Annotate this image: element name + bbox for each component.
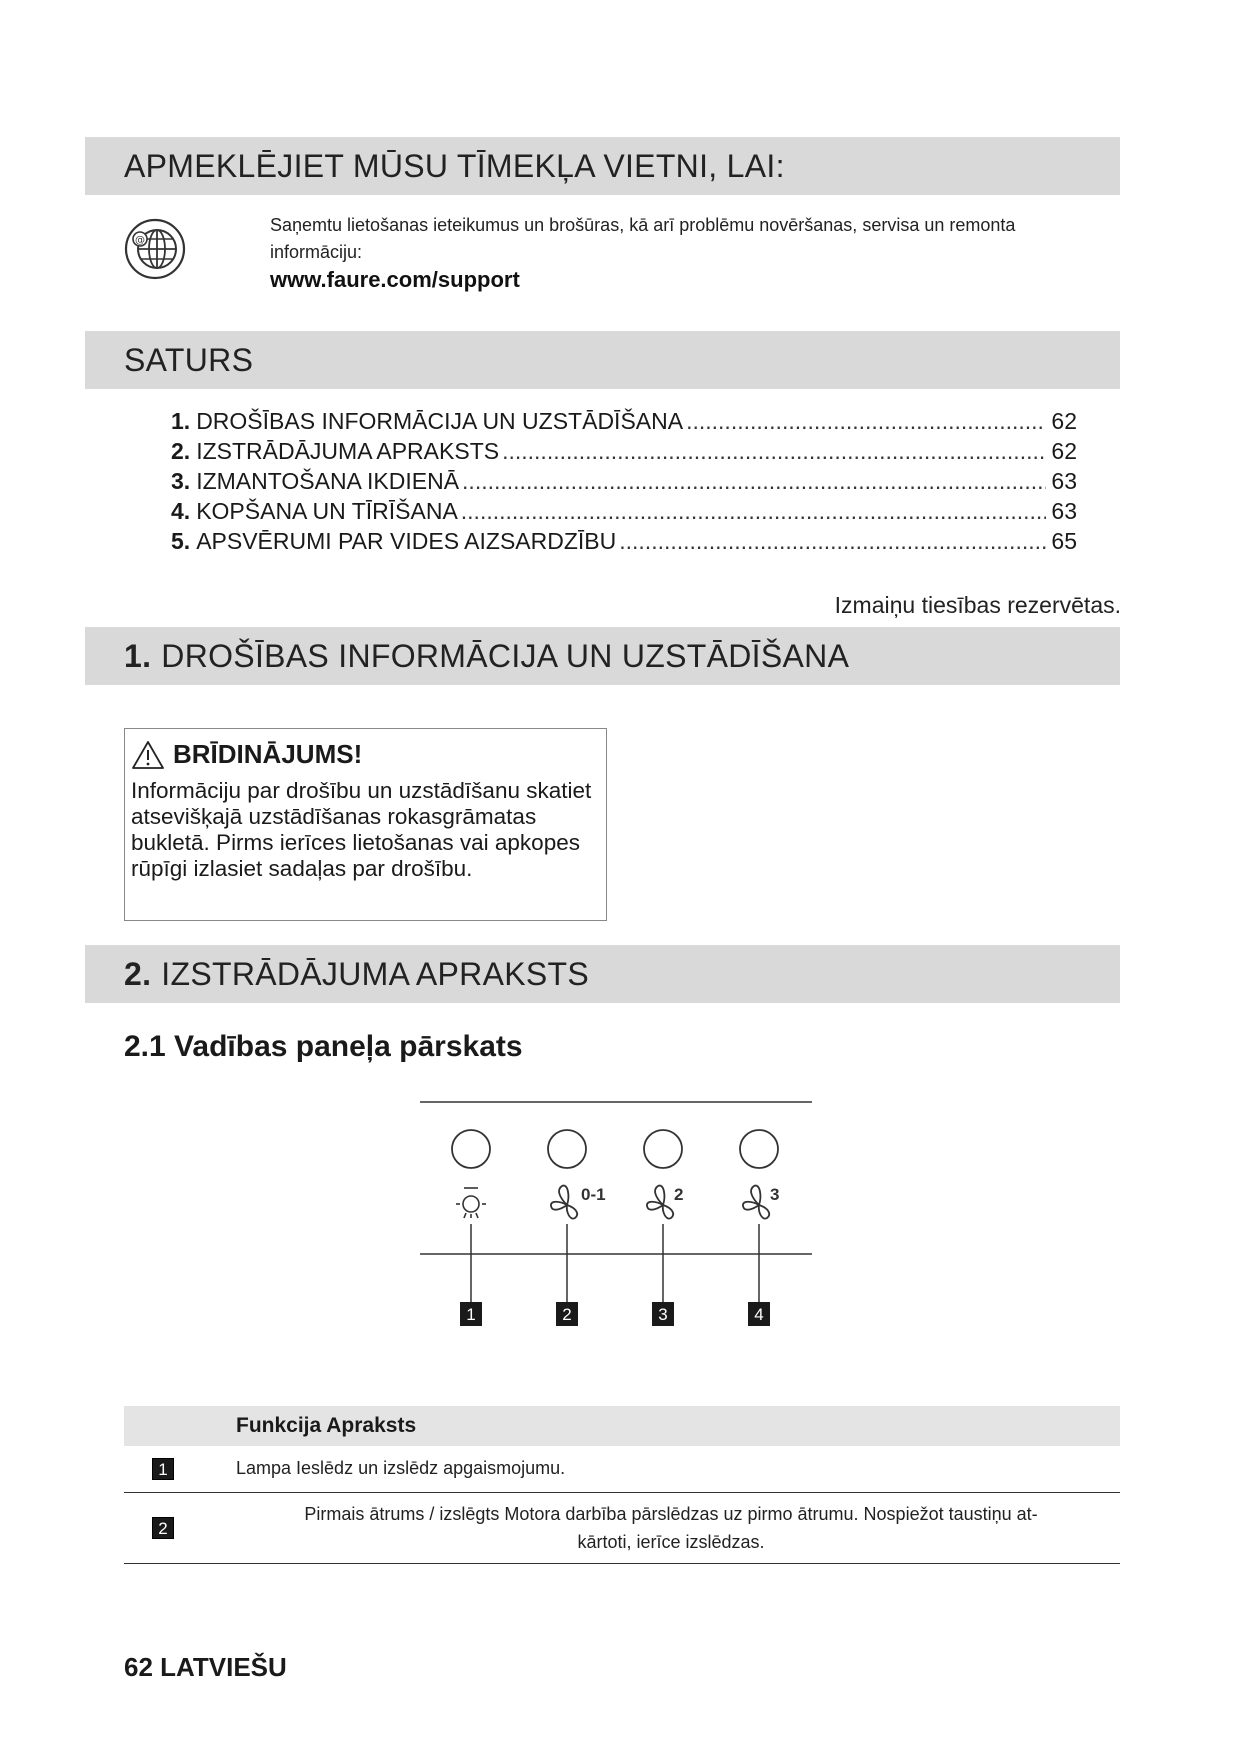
control-panel-diagram [420, 1100, 820, 1345]
rights-reserved-note: Izmaiņu tiesības rezervētas. [834, 592, 1121, 618]
fan-speed-2-button[interactable] [644, 1130, 682, 1168]
svg-text:1: 1 [466, 1305, 476, 1324]
support-link[interactable]: www.faure.com/support [270, 267, 520, 292]
fan-speed-superscript: 2 [674, 1185, 684, 1204]
warning-triangle-icon [131, 740, 165, 770]
toc-item[interactable]: 2. IZSTRĀDĀJUMA APRAKSTS ..... 62 [171, 438, 1077, 468]
callout-badge-3 [652, 1302, 674, 1326]
warning-body: Informāciju par drošību un uzstādīšanu skatiet atsevišķajā uzstādīšanas rokasgrāmatas bukletā. Pirms ierīces lietošanas vai apkopes rūpīgi izlasiet sadaļas par drošību. [131, 778, 592, 881]
warning-box [124, 728, 607, 921]
svg-text:@: @ [135, 235, 145, 246]
warning-title: BRĪDINĀJUMS! [173, 739, 363, 769]
table-row [124, 1446, 1120, 1493]
row-description: Pirmais ātrums / izslēgts Motora darbība pārslēdzas uz pirmo ātrumu. Nospiežot taustiņu at- kārtoti, ierīce izslēdzas. [304, 1504, 1038, 1552]
fan-icon [743, 1186, 769, 1219]
web-section-heading: APMEKLĒJIET MŪSU TĪMEKĻA VIETNI, LAI: [85, 137, 1120, 195]
row-description: Lampa Ieslēdz un izslēdz apgaismojumu. [236, 1458, 566, 1478]
callout-badge-2 [556, 1302, 578, 1326]
globe-web-icon [124, 218, 186, 280]
toc-heading: SATURS [85, 331, 1120, 389]
table-row [124, 1493, 1120, 1564]
row-badge: 2 [152, 1517, 174, 1539]
web-section-text: Saņemtu lietošanas ieteikumus un brošūras, kā arī problēmu novēršanas, servisa un remonta informāciju: [270, 215, 1016, 262]
callout-badge-4 [748, 1302, 770, 1326]
row-badge: 1 [152, 1458, 174, 1480]
callout-badge-1 [460, 1302, 482, 1326]
svg-text:2: 2 [562, 1305, 572, 1324]
lamp-button[interactable] [452, 1130, 490, 1168]
fan-speed-superscript: 3 [770, 1185, 780, 1204]
svg-text:3: 3 [658, 1305, 668, 1324]
lamp-icon [456, 1188, 486, 1218]
fan-speed-1-button[interactable] [548, 1130, 586, 1168]
page-footer: 62 LATVIEŠU [124, 1652, 287, 1682]
section-2-heading: 2. IZSTRĀDĀJUMA APRAKSTS [85, 945, 1120, 1003]
toc-item[interactable]: 1. DROŠĪBAS INFORMĀCIJA UN UZSTĀDĪŠANA ..... 62 [171, 408, 1077, 438]
section-1-heading: 1. DROŠĪBAS INFORMĀCIJA UN UZSTĀDĪŠANA [85, 627, 1120, 685]
toc-item[interactable]: 5. APSVĒRUMI PAR VIDES AIZSARDZĪBU ..... 65 [171, 528, 1077, 558]
fan-speed-superscript: 0-1 [581, 1185, 606, 1204]
toc-item[interactable]: 4. KOPŠANA UN TĪRĪŠANA ..... 63 [171, 498, 1077, 528]
control-panel-subheading: 2.1 Vadības paneļa pārskats [124, 1030, 523, 1063]
fan-icon [647, 1186, 673, 1219]
table-of-contents [171, 408, 1077, 558]
svg-text:4: 4 [754, 1305, 764, 1324]
fan-speed-3-button[interactable] [740, 1130, 778, 1168]
function-table-header: Funkcija Apraksts [124, 1406, 1120, 1446]
toc-item[interactable]: 3. IZMANTOŠANA IKDIENĀ ..... 63 [171, 468, 1077, 498]
fan-icon [551, 1186, 577, 1219]
